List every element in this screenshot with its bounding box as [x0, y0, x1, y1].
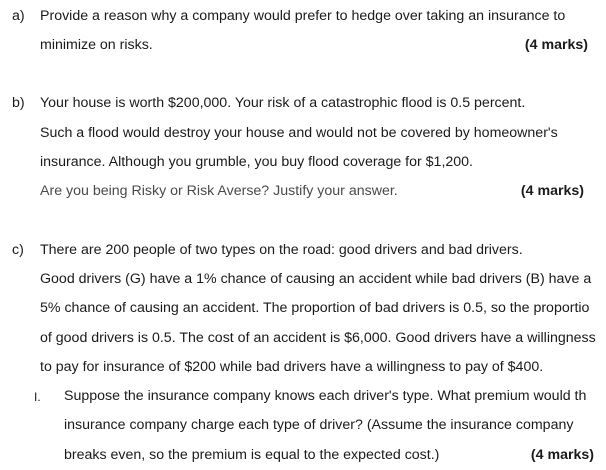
question-label: b) [12, 95, 25, 111]
marks-label: (4 marks) [520, 183, 584, 199]
sub-question-label: I. [34, 390, 41, 404]
marks-label: (4 marks) [530, 447, 594, 463]
text-line: Your house is worth $200,000. Your risk of a catastrophic flood is 0.5 percent. [40, 95, 526, 111]
text-line: There are 200 people of two types on the road: good drivers and bad drivers. [40, 242, 523, 258]
text-line: Good drivers (G) have a 1% chance of causing an accident while bad drivers (B) have a [40, 271, 592, 287]
text-line: to pay for insurance of $200 while bad drivers have a willingness to pay of $400. [40, 359, 544, 375]
text-line: Suppose the insurance company knows each driver's type. What premium would th [64, 388, 587, 404]
text-line: insurance company charge each type of driver? (Assume the insurance company [64, 417, 574, 433]
question-label: c) [12, 242, 24, 258]
text-line: 5% chance of causing an accident. The proportion of bad drivers is 0.5, so the proportio [40, 300, 590, 316]
text-line: minimize on risks. [40, 37, 153, 53]
question-label: a) [12, 8, 25, 24]
text-line: insurance. Although you grumble, you buy flood coverage for $1,200. [40, 154, 474, 170]
text-line: Are you being Risky or Risk Averse? Justify your answer. [40, 183, 398, 199]
text-line: Such a flood would destroy your house and would not be covered by homeowner's [40, 125, 558, 141]
text-line: Provide a reason why a company would prefer to hedge over taking an insurance to [40, 8, 566, 24]
text-line: breaks even, so the premium is equal to the expected cost.) [64, 447, 440, 463]
marks-label: (4 marks) [524, 37, 588, 53]
text-line: of good drivers is 0.5. The cost of an accident is $6,000. Good drivers have a willingness [40, 330, 596, 346]
